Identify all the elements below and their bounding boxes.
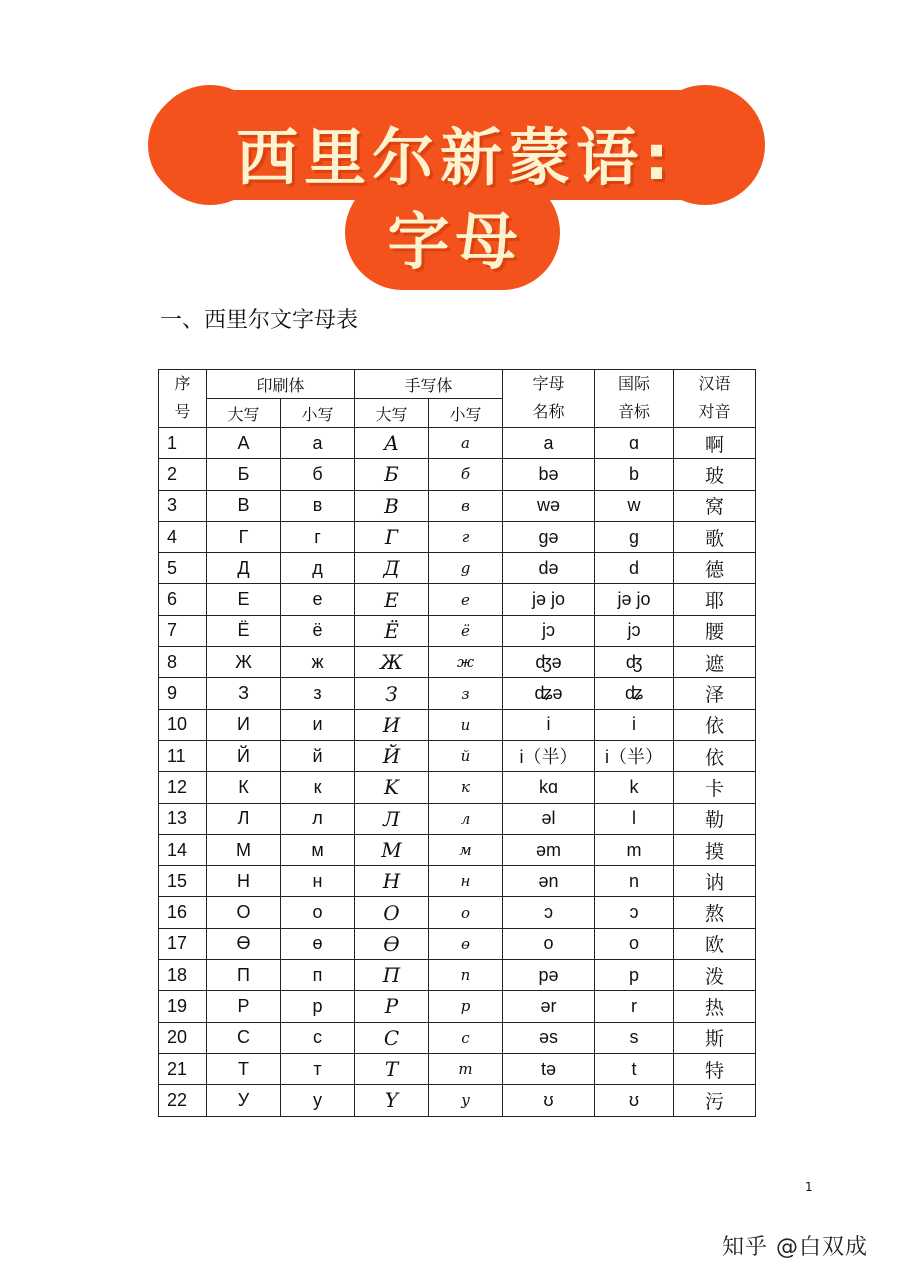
header-printed: 印刷体 [207,370,355,399]
cell-printed-upper: В [207,490,281,521]
cell-no: 11 [159,740,207,771]
cell-chinese: 污 [674,1085,756,1116]
cell-printed-lower: в [281,490,355,521]
cell-letter-name: o [503,928,595,959]
cell-no: 22 [159,1085,207,1116]
cell-printed-upper: П [207,960,281,991]
cell-printed-lower: т [281,1053,355,1084]
cell-printed-upper: У [207,1085,281,1116]
table-row [159,428,756,459]
footer-watermark: 知乎 @白双成 [722,1235,868,1260]
table-row [159,678,756,709]
cell-letter-name: ər [503,991,595,1022]
cell-ipa: b [595,459,674,490]
cell-handwritten-lower: y [429,1085,503,1116]
header-handwritten-upper: 大写 [355,399,429,428]
cell-letter-name: bə [503,459,595,490]
cell-handwritten-upper: Л [355,803,429,834]
cell-chinese: 耶 [674,584,756,615]
cell-handwritten-upper: Г [355,521,429,552]
cell-letter-name: ʊ [503,1085,595,1116]
banner-title-line1: 西里尔新蒙语: [236,121,675,194]
table-row [159,834,756,865]
cell-handwritten-upper: Ё [355,615,429,646]
cell-chinese: 啊 [674,428,756,459]
cell-ipa: m [595,834,674,865]
cell-printed-lower: п [281,960,355,991]
cell-letter-name: a [503,428,595,459]
cell-handwritten-lower: в [429,490,503,521]
table-row [159,960,756,991]
cell-no: 20 [159,1022,207,1053]
cell-no: 2 [159,459,207,490]
cell-ipa: ʊ [595,1085,674,1116]
cell-printed-upper: А [207,428,281,459]
cell-chinese: 歌 [674,521,756,552]
cell-chinese: 热 [674,991,756,1022]
header-chinese: 汉语对音 [674,370,756,428]
table-row [159,615,756,646]
cell-printed-lower: й [281,740,355,771]
cell-handwritten-lower: c [429,1022,503,1053]
cell-printed-upper: О [207,897,281,928]
cell-handwritten-lower: ё [429,615,503,646]
cell-ipa: n [595,866,674,897]
cell-printed-lower: л [281,803,355,834]
cell-ipa: k [595,772,674,803]
cell-no: 6 [159,584,207,615]
cell-handwritten-upper: Й [355,740,429,771]
cell-ipa: t [595,1053,674,1084]
cell-handwritten-lower: e [429,584,503,615]
cell-no: 15 [159,866,207,897]
cell-printed-upper: Ө [207,928,281,959]
cell-handwritten-upper: P [355,991,429,1022]
cell-ipa: r [595,991,674,1022]
cell-printed-upper: Ё [207,615,281,646]
header-no: 序号 [159,370,207,428]
cell-printed-upper: Н [207,866,281,897]
cell-chinese: 玻 [674,459,756,490]
cell-chinese: 熬 [674,897,756,928]
cell-chinese: 腰 [674,615,756,646]
cell-handwritten-upper: П [355,960,429,991]
cell-ipa: d [595,553,674,584]
title-banner [0,0,911,300]
cell-handwritten-lower: и [429,709,503,740]
cell-handwritten-lower: m [429,1053,503,1084]
cell-printed-upper: М [207,834,281,865]
cell-printed-lower: м [281,834,355,865]
cell-handwritten-lower: н [429,866,503,897]
cell-chinese: 卡 [674,772,756,803]
cell-handwritten-lower: ө [429,928,503,959]
cell-printed-lower: г [281,521,355,552]
cell-no: 4 [159,521,207,552]
cell-printed-upper: Т [207,1053,281,1084]
cell-ipa: ʥ [595,678,674,709]
alphabet-table [158,369,756,1117]
cell-no: 17 [159,928,207,959]
cell-handwritten-upper: З [355,678,429,709]
cell-ipa: i [595,709,674,740]
cell-handwritten-upper: Б [355,459,429,490]
cell-handwritten-lower: o [429,897,503,928]
cell-ipa: o [595,928,674,959]
cell-chinese: 窝 [674,490,756,521]
table-row [159,521,756,552]
table-row [159,1053,756,1084]
cell-no: 16 [159,897,207,928]
header-printed-upper: 大写 [207,399,281,428]
cell-handwritten-upper: O [355,897,429,928]
cell-printed-upper: С [207,1022,281,1053]
cell-printed-lower: с [281,1022,355,1053]
cell-chinese: 依 [674,709,756,740]
cell-chinese: 特 [674,1053,756,1084]
cell-letter-name: kɑ [503,772,595,803]
cell-letter-name: ən [503,866,595,897]
header-printed-lower: 小写 [281,399,355,428]
cell-chinese: 依 [674,740,756,771]
cell-handwritten-lower: ж [429,647,503,678]
cell-no: 10 [159,709,207,740]
cell-no: 5 [159,553,207,584]
table-row [159,459,756,490]
cell-handwritten-lower: м [429,834,503,865]
cell-printed-upper: З [207,678,281,709]
cell-printed-upper: Ж [207,647,281,678]
table-row [159,803,756,834]
cell-chinese: 遮 [674,647,756,678]
cell-printed-upper: Г [207,521,281,552]
cell-letter-name: gə [503,521,595,552]
table-row [159,490,756,521]
cell-handwritten-lower: й [429,740,503,771]
cell-ipa: w [595,490,674,521]
cell-letter-name: əs [503,1022,595,1053]
cell-printed-upper: Б [207,459,281,490]
cell-printed-upper: Р [207,991,281,1022]
cell-no: 8 [159,647,207,678]
cell-printed-upper: И [207,709,281,740]
cell-no: 21 [159,1053,207,1084]
cell-no: 1 [159,428,207,459]
cell-handwritten-upper: Д [355,553,429,584]
cell-handwritten-upper: E [355,584,429,615]
header-handwritten-lower: 小写 [429,399,503,428]
cell-letter-name: də [503,553,595,584]
cell-handwritten-upper: Ө [355,928,429,959]
cell-ipa: jɔ [595,615,674,646]
table-body [159,428,756,1117]
cell-letter-name: jə jo [503,584,595,615]
banner-title-line2: 字母 [387,205,524,278]
cell-letter-name: pə [503,960,595,991]
cell-no: 9 [159,678,207,709]
cell-letter-name: ɔ [503,897,595,928]
cell-printed-lower: р [281,991,355,1022]
cell-no: 18 [159,960,207,991]
cell-letter-name: tə [503,1053,595,1084]
cell-printed-lower: о [281,897,355,928]
cell-handwritten-upper: B [355,490,429,521]
cell-printed-lower: е [281,584,355,615]
cell-chinese: 泼 [674,960,756,991]
cell-ipa: p [595,960,674,991]
cell-printed-lower: и [281,709,355,740]
cell-ipa: s [595,1022,674,1053]
cell-handwritten-upper: Y [355,1085,429,1116]
cell-printed-upper: Е [207,584,281,615]
table-row [159,647,756,678]
cell-printed-lower: а [281,428,355,459]
cell-chinese: 德 [674,553,756,584]
cell-handwritten-lower: л [429,803,503,834]
header-handwritten: 手写体 [355,370,503,399]
cell-printed-lower: ё [281,615,355,646]
cell-letter-name: ʥə [503,678,595,709]
cell-handwritten-upper: K [355,772,429,803]
cell-printed-lower: б [281,459,355,490]
cell-letter-name: jɔ [503,615,595,646]
cell-letter-name: ʤə [503,647,595,678]
cell-handwritten-lower: к [429,772,503,803]
cell-handwritten-lower: б [429,459,503,490]
section-heading: 一、西里尔文字母表 [160,308,359,333]
cell-no: 14 [159,834,207,865]
cell-printed-lower: к [281,772,355,803]
page-number: 1 [805,1180,813,1194]
cell-chinese: 欧 [674,928,756,959]
table-row [159,991,756,1022]
cell-letter-name: i [503,709,595,740]
table-row [159,740,756,771]
cell-ipa: l [595,803,674,834]
table-row [159,584,756,615]
cell-no: 3 [159,490,207,521]
table-row [159,928,756,959]
cell-ipa: ɑ [595,428,674,459]
header-ipa: 国际音标 [595,370,674,428]
cell-printed-upper: Д [207,553,281,584]
cell-ipa: g [595,521,674,552]
cell-handwritten-upper: C [355,1022,429,1053]
table-row [159,772,756,803]
cell-ipa: ɔ [595,897,674,928]
cell-handwritten-upper: H [355,866,429,897]
cell-printed-lower: у [281,1085,355,1116]
cell-printed-lower: з [281,678,355,709]
cell-letter-name: əl [503,803,595,834]
cell-handwritten-upper: M [355,834,429,865]
cell-handwritten-upper: Ж [355,647,429,678]
cell-chinese: 泽 [674,678,756,709]
cell-no: 13 [159,803,207,834]
cell-ipa: jə jo [595,584,674,615]
table-row [159,866,756,897]
cell-handwritten-lower: г [429,521,503,552]
cell-chinese: 讷 [674,866,756,897]
cell-handwritten-lower: p [429,991,503,1022]
cell-printed-lower: н [281,866,355,897]
cell-letter-name: əm [503,834,595,865]
cell-printed-lower: ж [281,647,355,678]
cell-chinese: 摸 [674,834,756,865]
cell-handwritten-lower: з [429,678,503,709]
cell-ipa: ʤ [595,647,674,678]
table-row [159,553,756,584]
cell-printed-lower: д [281,553,355,584]
cell-ipa: i（半） [595,740,674,771]
table-row [159,1022,756,1053]
cell-no: 19 [159,991,207,1022]
cell-chinese: 斯 [674,1022,756,1053]
table-row [159,1085,756,1116]
header-letter-name: 字母名称 [503,370,595,428]
cell-handwritten-lower: a [429,428,503,459]
cell-printed-lower: ө [281,928,355,959]
cell-no: 12 [159,772,207,803]
cell-handwritten-upper: T [355,1053,429,1084]
cell-handwritten-lower: g [429,553,503,584]
cell-letter-name: wə [503,490,595,521]
cell-letter-name: i（半） [503,740,595,771]
cell-no: 7 [159,615,207,646]
cell-printed-upper: Й [207,740,281,771]
cell-printed-upper: К [207,772,281,803]
cell-chinese: 勒 [674,803,756,834]
cell-handwritten-upper: A [355,428,429,459]
table-row [159,709,756,740]
cell-handwritten-lower: n [429,960,503,991]
table-row [159,897,756,928]
cell-handwritten-upper: И [355,709,429,740]
cell-printed-upper: Л [207,803,281,834]
